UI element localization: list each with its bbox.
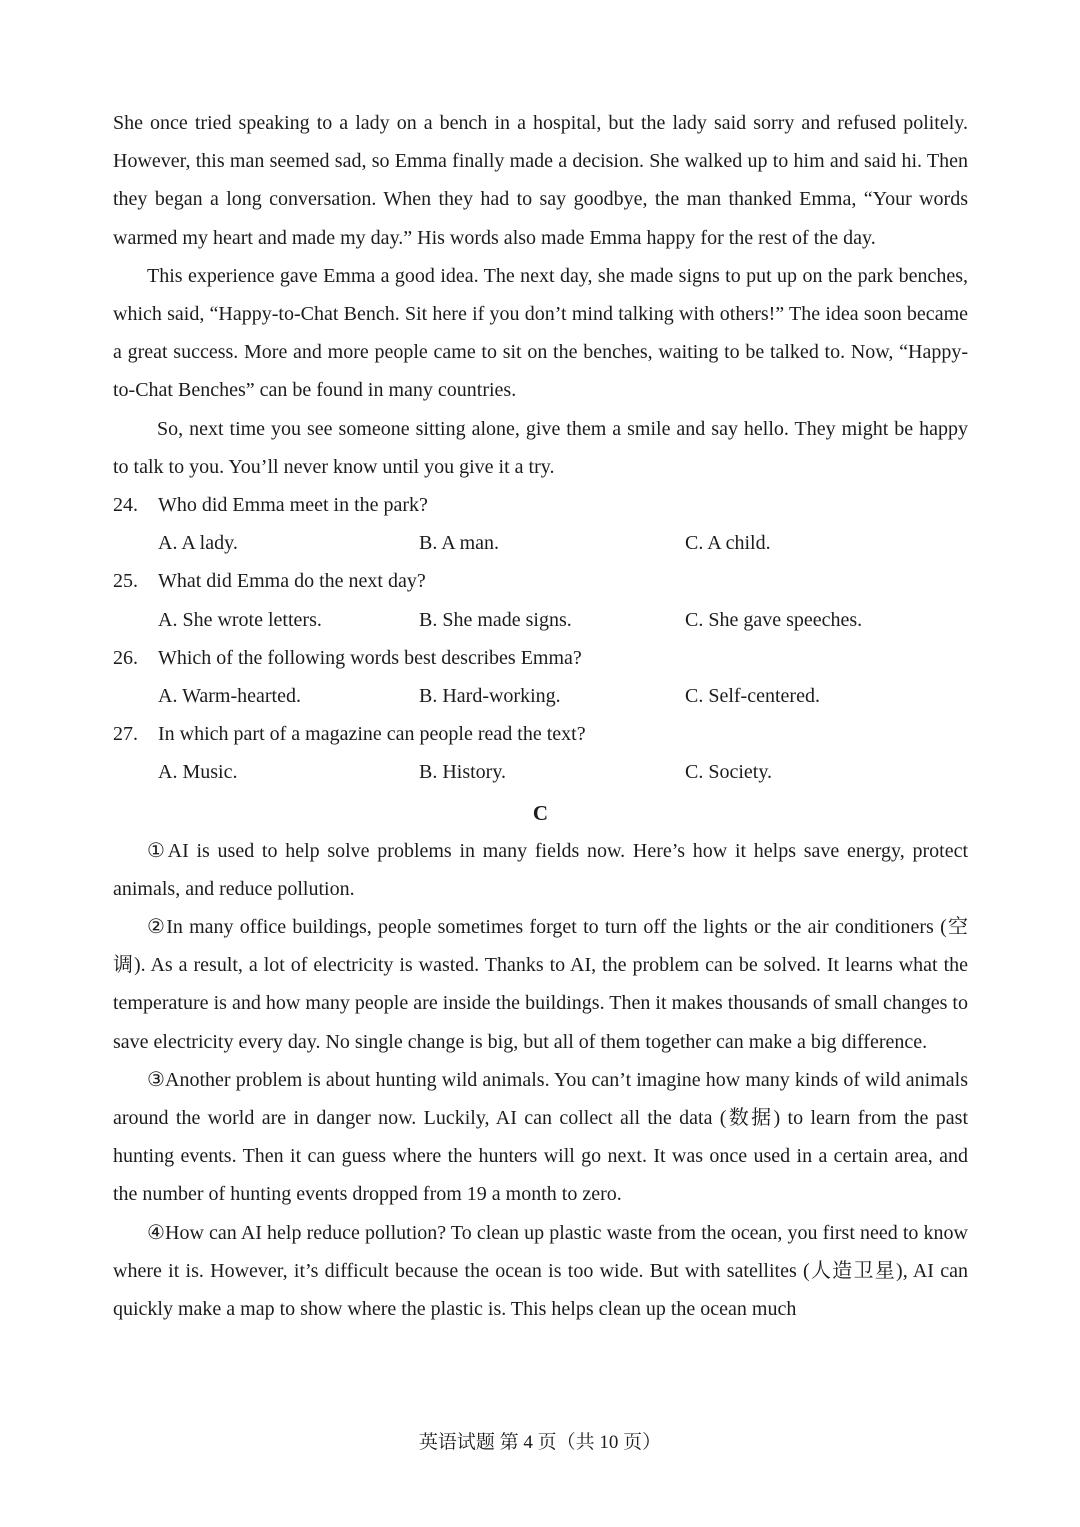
- option-b: B. She made signs.: [419, 608, 572, 631]
- option-c: C. She gave speeches.: [685, 608, 863, 631]
- section-heading: C: [532, 800, 549, 825]
- question-27: [113, 715, 968, 753]
- option-c: C. Self-centered.: [685, 685, 820, 708]
- passage-c-paragraph-2: ②In many office buildings, people sometimes forget to turn off the lights or the air conditioners (空调). As a result, a lot of electricity is wasted. Thanks to AI, the problem can be solved. It learns what the temperature is and how many people are inside the buildings. Then it makes thousands of small changes to save electricity every day. No single change is big, but all of them together can make a big difference.: [113, 916, 968, 1053]
- option-a: A. A lady.: [158, 532, 238, 555]
- option-b: B. History.: [419, 761, 507, 784]
- page-content: [113, 104, 968, 1328]
- passage-c-paragraph-1: ①AI is used to help solve problems in many fields now. Here’s how it helps save energy, protect animals, and reduce pollution.: [113, 839, 968, 900]
- question-24: [113, 486, 968, 524]
- question-26: [113, 639, 968, 677]
- question-25-options: [113, 601, 968, 639]
- question-27-options: [113, 753, 968, 791]
- question-number: 26.: [113, 646, 138, 669]
- option-b: B. A man.: [419, 532, 500, 555]
- question-24-options: [113, 524, 968, 562]
- page-footer: 英语试题 第 4 页（共 10 页）: [418, 1432, 662, 1453]
- question-number: 25.: [113, 570, 138, 593]
- option-c: C. A child.: [685, 532, 771, 555]
- passage-b-paragraph-3: So, next time you see someone sitting alone, give them a smile and say hello. They might be happy to talk to you. You’ll never know until you give it a try.: [113, 417, 968, 478]
- passage-b-paragraph-2: This experience gave Emma a good idea. The next day, she made signs to put up on the park benches, which said, “Happy-to-Chat Bench. Sit here if you don’t mind talking with others!” The idea soon became a great success. More and more people came to sit on the benches, waiting to be talked to. Now, “Happy-to-Chat Benches” can be found in many countries.: [113, 264, 968, 402]
- question-26-options: [113, 677, 968, 715]
- option-a: A. She wrote letters.: [158, 608, 322, 631]
- question-text: What did Emma do the next day?: [158, 570, 426, 593]
- option-b: B. Hard-working.: [419, 685, 561, 708]
- question-text: Who did Emma meet in the park?: [158, 494, 428, 517]
- passage-b-paragraph-1: She once tried speaking to a lady on a bench in a hospital, but the lady said sorry and refused politely. However, this man seemed sad, so Emma finally made a decision. She walked up to him and said hi. Then they began a long conversation. When they had to say goodbye, the man thanked Emma, “Your words warmed my heart and made my day.” His words also made Emma happy for the rest of the day.: [113, 112, 968, 249]
- option-a: A. Music.: [158, 761, 238, 784]
- question-number: 27.: [113, 723, 138, 746]
- option-c: C. Society.: [685, 761, 773, 784]
- option-a: A. Warm-hearted.: [158, 685, 301, 708]
- question-number: 24.: [113, 494, 138, 517]
- question-text: Which of the following words best describes Emma?: [158, 646, 582, 669]
- passage-c-paragraph-4: ④How can AI help reduce pollution? To clean up plastic waste from the ocean, you first need to know where it is. However, it’s difficult because the ocean is too wide. But with satellites (人造卫星), AI can quickly make a map to show where the plastic is. This helps clean up the ocean much: [113, 1221, 968, 1321]
- question-text: In which part of a magazine can people read the text?: [158, 723, 586, 746]
- question-25: [113, 562, 968, 600]
- passage-c-paragraph-3: ③Another problem is about hunting wild animals. You can’t imagine how many kinds of wild animals around the world are in danger now. Luckily, AI can collect all the data (数据) to learn from the past hunting events. Then it can guess where the hunters will go next. It was once used in a certain area, and the number of hunting events dropped from 19 a month to zero.: [113, 1068, 968, 1206]
